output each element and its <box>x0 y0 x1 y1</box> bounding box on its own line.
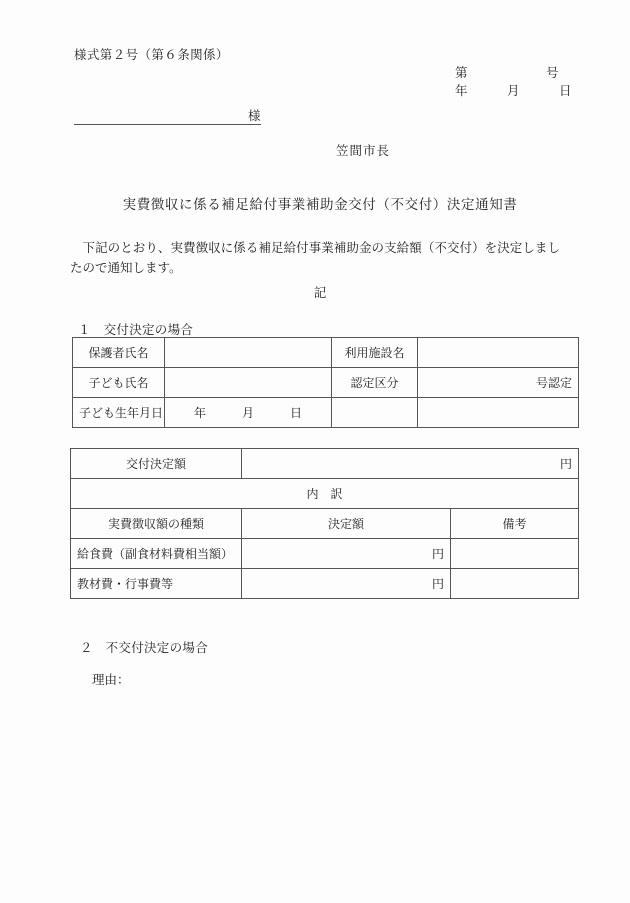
decision-amount-value[interactable]: 円 <box>242 449 579 479</box>
issuer-name: 笠間市長 <box>335 143 390 158</box>
guardian-name-label: 保護者氏名 <box>73 338 165 368</box>
table-row <box>71 569 579 599</box>
table-row <box>71 449 579 479</box>
child-name-label: 子ども氏名 <box>73 368 165 398</box>
certification-category-label: 認定区分 <box>332 368 418 398</box>
spacer-cell <box>418 398 579 428</box>
table-row <box>73 338 579 368</box>
section-1-heading: １ 交付決定の場合 <box>78 322 194 337</box>
column-header-note: 備考 <box>451 509 579 539</box>
document-date-line: 年 月 日 <box>455 83 573 98</box>
amount-table <box>70 448 579 599</box>
facility-name-label: 利用施設名 <box>332 338 418 368</box>
addressee-suffix: 様 <box>248 108 261 123</box>
reason-label: 理由： <box>92 672 130 687</box>
spacer-cell <box>332 398 418 428</box>
table-header-row <box>71 509 579 539</box>
child-birthdate-value[interactable]: 年 月 日 <box>165 398 332 428</box>
addressee-line <box>74 108 274 125</box>
child-name-value[interactable] <box>165 368 332 398</box>
column-header-amount: 決定額 <box>242 509 451 539</box>
body-paragraph: 下記のとおり、実費徴収に係る補足給付事業補助金の支給額（不交付）を決定しましたので通知します。 <box>70 240 560 276</box>
table-row <box>71 539 579 569</box>
section-2-heading: ２ 不交付決定の場合 <box>80 640 209 655</box>
document-number-line: 第 号 <box>455 65 560 80</box>
form-number: 様式第２号（第６条関係） <box>74 47 229 62</box>
addressee-blank-rule[interactable] <box>74 108 246 125</box>
table-row <box>71 479 579 509</box>
meal-cost-kind: 給食費（副食材料費相当額） <box>71 539 242 569</box>
guardian-name-value[interactable] <box>165 338 332 368</box>
certification-category-value[interactable]: 号認定 <box>418 368 579 398</box>
facility-name-value[interactable] <box>418 338 579 368</box>
child-birthdate-label: 子ども生年月日 <box>73 398 165 428</box>
meal-cost-note[interactable] <box>451 539 579 569</box>
material-cost-amount[interactable]: 円 <box>242 569 451 599</box>
document-title: 実費徴収に係る補足給付事業補助金交付（不交付）決定通知書 <box>122 197 518 213</box>
column-header-kind: 実費徴収額の種類 <box>71 509 242 539</box>
kiji-marker: 記 <box>313 285 327 300</box>
material-cost-note[interactable] <box>451 569 579 599</box>
material-cost-kind: 教材費・行事費等 <box>71 569 242 599</box>
meal-cost-amount[interactable]: 円 <box>242 539 451 569</box>
table-row <box>73 368 579 398</box>
decision-amount-label: 交付決定額 <box>71 449 242 479</box>
table-row <box>73 398 579 428</box>
breakdown-label: 内 訳 <box>71 479 579 509</box>
recipient-table <box>72 337 579 428</box>
